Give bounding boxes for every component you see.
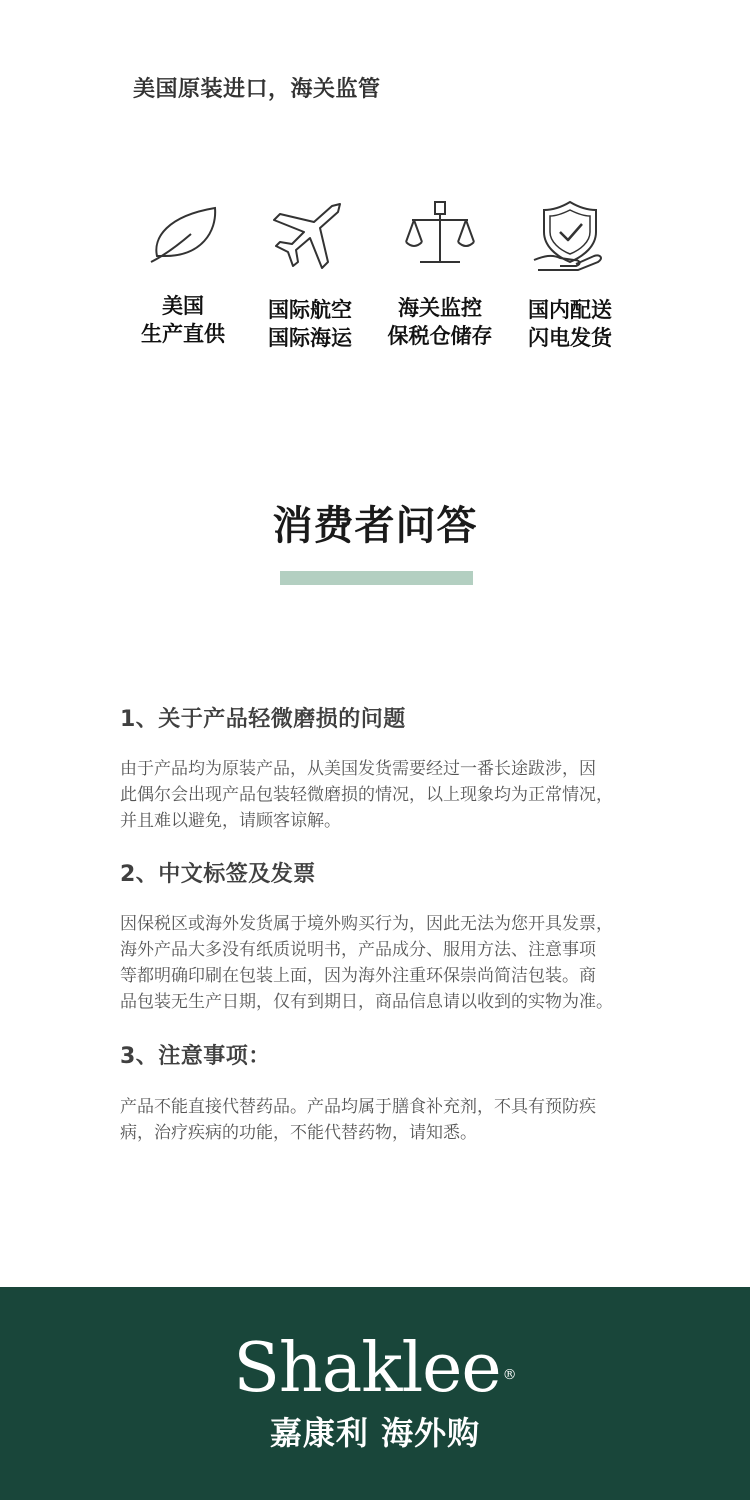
airplane-icon — [270, 198, 350, 272]
qa-answer-line: 并且难以避免，请顾客谅解。 — [120, 811, 341, 831]
brand-name: Shaklee — [233, 1329, 501, 1408]
brand-logo — [0, 1329, 750, 1409]
qa-answer-line: 病，治疗疾病的功能，不能代替药物，请知悉。 — [120, 1123, 477, 1143]
qa-answer-line: 由于产品均为原装产品，从美国发货需要经过一番长途跋涉，因 — [120, 759, 596, 779]
qa-heading-3: 3、注意事项： — [120, 1044, 271, 1069]
feature-customs — [375, 198, 505, 350]
feature-delivery — [505, 198, 635, 352]
title-underline-bar — [280, 571, 473, 585]
registered-mark: ® — [502, 1367, 517, 1383]
feature-label-line2: 保税仓储存 — [387, 324, 493, 348]
shield-hand-icon — [530, 198, 610, 272]
leaf-icon — [143, 198, 223, 268]
feature-shipping — [245, 198, 375, 352]
qa-answer-1 — [120, 756, 660, 834]
feature-label-line1: 国际航空 — [268, 298, 352, 322]
qa-section-title: 消费者问答 — [272, 503, 478, 549]
feature-label-line2: 生产直供 — [141, 322, 225, 346]
qa-answer-2 — [120, 911, 660, 1015]
feature-label-line2: 国际海运 — [268, 326, 352, 350]
feature-label-line1: 海关监控 — [398, 296, 482, 320]
qa-heading-1: 1、关于产品轻微磨损的问题 — [120, 707, 406, 732]
qa-answer-line: 产品不能直接代替药品。产品均属于膳食补充剂，不具有预防疾 — [120, 1097, 596, 1117]
qa-answer-line: 等都明确印刷在包装上面，因为海外注重环保崇尚简洁包装。商 — [120, 966, 596, 986]
qa-answer-line: 因保税区或海外发货属于境外购买行为，因此无法为您开具发票， — [120, 914, 613, 934]
qa-answer-line: 海外产品大多没有纸质说明书，产品成分、服用方法、注意事项 — [120, 940, 596, 960]
scale-icon — [400, 198, 480, 270]
brand-subtitle: 嘉康利 海外购 — [269, 1414, 481, 1452]
feature-row — [118, 198, 638, 368]
qa-heading-2: 2、中文标签及发票 — [120, 862, 316, 887]
feature-label-line1: 美国 — [162, 294, 204, 318]
feature-label-line2: 闪电发货 — [528, 326, 612, 350]
import-notice: 美国原装进口，海关监管 — [133, 77, 381, 102]
feature-us-supply — [118, 198, 248, 348]
qa-answer-3 — [120, 1094, 660, 1146]
feature-label-line1: 国内配送 — [528, 298, 612, 322]
qa-answer-line: 此偶尔会出现产品包装轻微磨损的情况，以上现象均为正常情况， — [120, 785, 613, 805]
qa-answer-line: 品包装无生产日期，仅有到期日，商品信息请以收到的实物为准。 — [120, 992, 613, 1012]
